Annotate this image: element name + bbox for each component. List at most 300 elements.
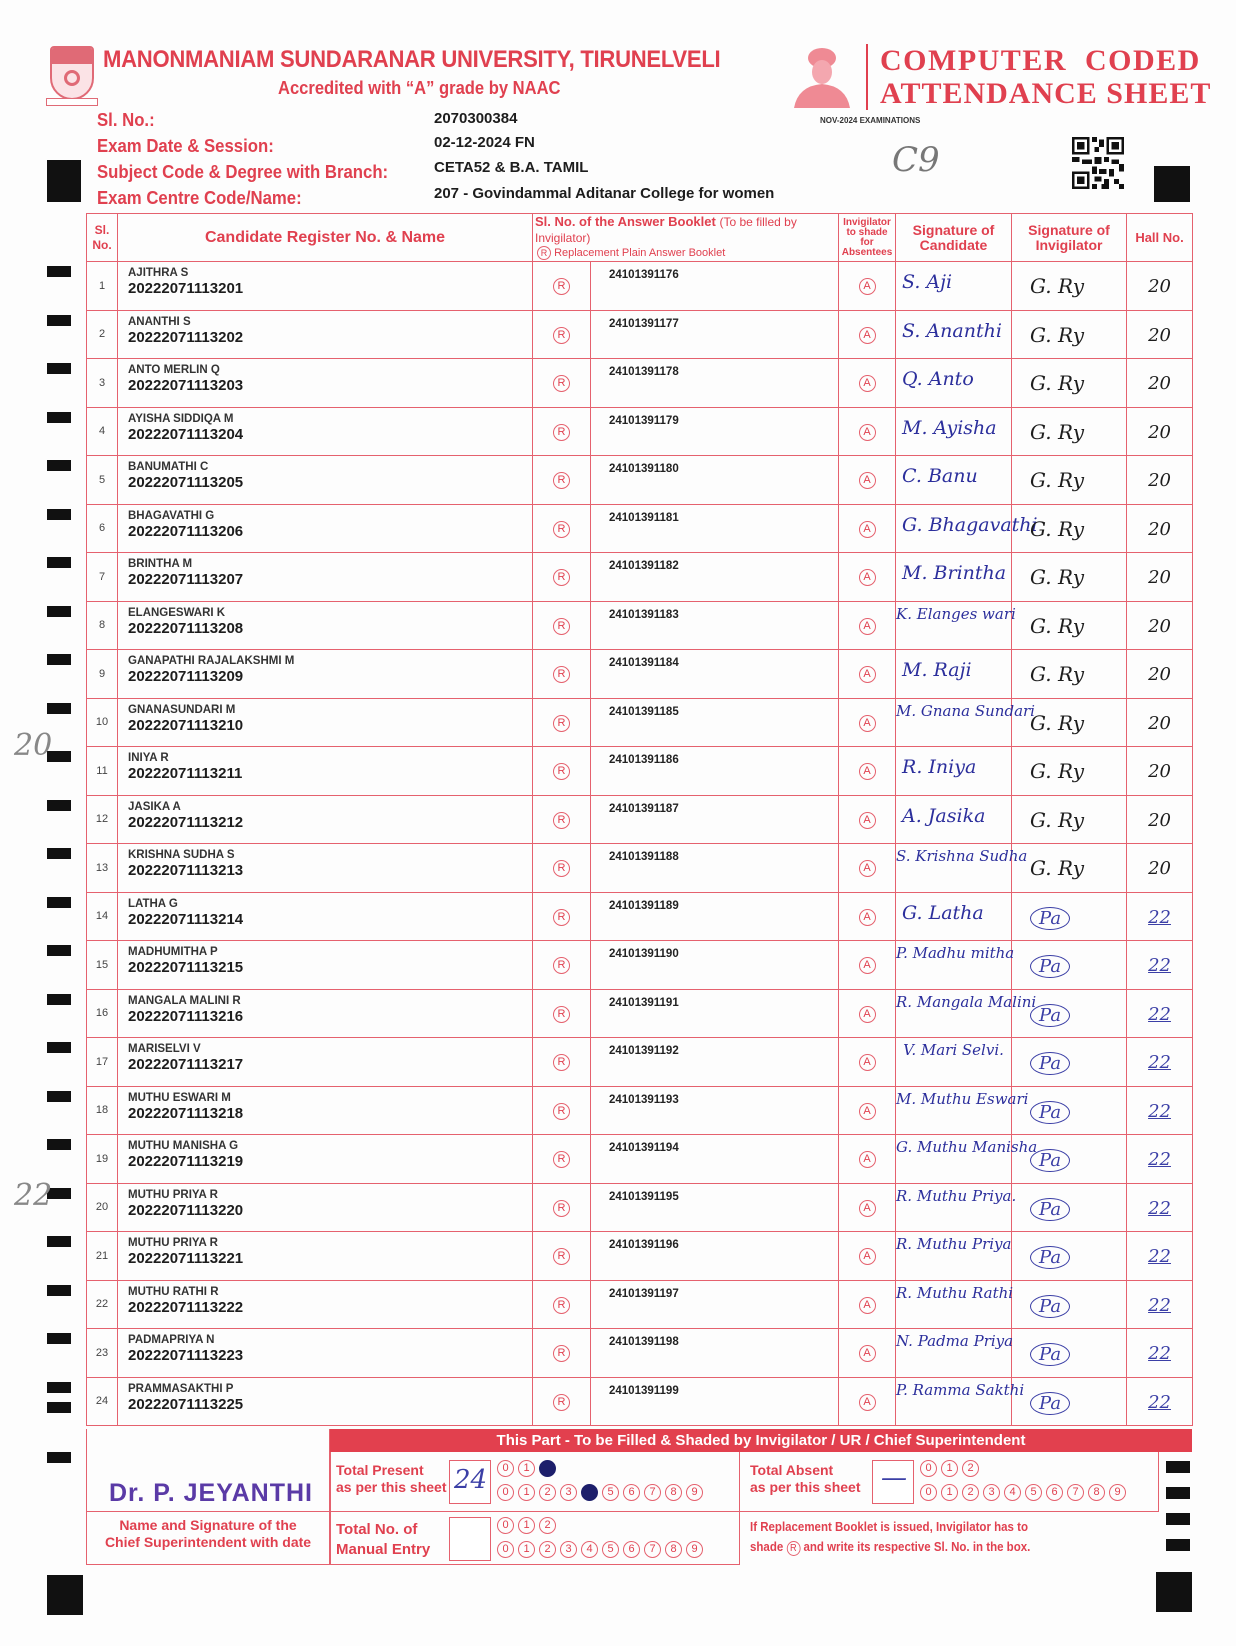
register-number: 20222071113204 xyxy=(128,425,244,443)
header-invigilator-signature: Signature of Invigilator xyxy=(1012,214,1127,262)
absent-cell xyxy=(839,1086,896,1135)
footer-band: This Part - To be Filled & Shaded by Invigilator / UR / Chief Superintendent xyxy=(330,1429,1192,1452)
candidate-cell xyxy=(118,504,533,553)
hall-number-cell xyxy=(1127,1377,1193,1426)
row-sl-no: 21 xyxy=(87,1232,118,1281)
candidate-signature: M. Brintha xyxy=(902,562,1007,584)
table-row xyxy=(87,1377,1193,1426)
founder-portrait-icon xyxy=(790,44,854,108)
absent-cell xyxy=(839,553,896,602)
candidate-name: PADMAPRIYA N xyxy=(128,1334,215,1346)
booklet-number: 24101391192 xyxy=(591,1038,839,1087)
replacement-bubble[interactable]: R xyxy=(553,472,570,489)
timing-mark-left xyxy=(47,1139,71,1150)
candidate-signature: S. Krishna Sudha xyxy=(896,847,1028,865)
replacement-bubble[interactable]: R xyxy=(553,715,570,732)
manual-entry-units-bubble-7[interactable]: 7 xyxy=(644,1541,661,1558)
total-absent-tens-bubbles xyxy=(920,1460,979,1477)
candidate-signature-cell xyxy=(896,359,1012,408)
total-absent-units-bubble-6[interactable]: 6 xyxy=(1046,1484,1063,1501)
total-absent-units-bubble-8[interactable]: 8 xyxy=(1088,1484,1105,1501)
booklet-number: 24101391181 xyxy=(591,504,839,553)
total-present-units-bubble-5[interactable]: 5 xyxy=(602,1484,619,1501)
replacement-bubble[interactable]: R xyxy=(553,278,570,295)
invigilator-signature: Pa xyxy=(1030,1295,1070,1318)
candidate-signature-cell xyxy=(896,1232,1012,1281)
row-sl-no: 12 xyxy=(87,795,118,844)
manual-entry-units-bubble-5[interactable]: 5 xyxy=(602,1541,619,1558)
register-number: 20222071113217 xyxy=(128,1056,244,1073)
invigilator-signature: G. Ry xyxy=(1030,807,1084,832)
timing-mark-left xyxy=(47,994,71,1005)
hall-number: 22 xyxy=(1148,955,1171,976)
absent-bubble[interactable]: A xyxy=(859,1200,876,1217)
total-present-units-bubble-4[interactable] xyxy=(581,1484,598,1501)
total-absent-units-bubble-2[interactable]: 2 xyxy=(962,1484,979,1501)
sl-no-label: Sl. No.: xyxy=(97,110,155,130)
register-number: 20222071113221 xyxy=(128,1250,244,1267)
invigilator-signature-cell xyxy=(1012,1232,1127,1281)
timing-mark-left xyxy=(47,703,71,714)
absent-bubble[interactable]: A xyxy=(859,860,876,877)
candidate-cell xyxy=(118,310,533,359)
hall-number: 20 xyxy=(1148,567,1171,588)
invigilator-signature-cell xyxy=(1012,941,1127,990)
replacement-bubble[interactable]: R xyxy=(553,909,570,926)
replacement-cell xyxy=(533,359,591,408)
replacement-bubble-icon: R xyxy=(786,1541,800,1556)
absent-cell xyxy=(839,407,896,456)
candidate-signature-cell xyxy=(896,1329,1012,1378)
absent-bubble[interactable]: A xyxy=(859,521,876,538)
absent-bubble[interactable]: A xyxy=(859,763,876,780)
total-present-units-bubbles xyxy=(497,1484,703,1501)
replacement-bubble[interactable]: R xyxy=(553,1394,570,1411)
total-absent-units-bubble-4[interactable]: 4 xyxy=(1004,1484,1021,1501)
booklet-number: 24101391193 xyxy=(591,1086,839,1135)
absent-bubble[interactable]: A xyxy=(859,472,876,489)
total-absent-tens-bubble-2[interactable]: 2 xyxy=(962,1460,979,1477)
total-absent-units-bubbles xyxy=(920,1484,1126,1501)
hall-number-cell xyxy=(1127,504,1193,553)
row-sl-no: 9 xyxy=(87,650,118,699)
invigilator-signature-cell xyxy=(1012,650,1127,699)
manual-entry-units-bubble-6[interactable]: 6 xyxy=(623,1541,640,1558)
absent-bubble[interactable]: A xyxy=(859,1151,876,1168)
timing-mark-left xyxy=(47,557,71,568)
candidate-name: MUTHU PRIYA R xyxy=(128,1237,218,1249)
absent-bubble[interactable]: A xyxy=(859,666,876,683)
absent-cell xyxy=(839,504,896,553)
booklet-number: 24101391190 xyxy=(591,941,839,990)
invigilator-signature: G. Ry xyxy=(1030,565,1084,589)
replacement-bubble[interactable]: R xyxy=(553,860,570,877)
invigilator-signature-cell xyxy=(1012,456,1127,505)
table-row xyxy=(87,262,1193,311)
manual-entry-box[interactable] xyxy=(449,1517,491,1561)
booklet-number: 24101391188 xyxy=(591,844,839,893)
table-row xyxy=(87,359,1193,408)
absent-cell xyxy=(839,456,896,505)
booklet-number: 24101391199 xyxy=(591,1377,839,1426)
total-present-tens-bubble-2[interactable] xyxy=(539,1460,556,1477)
booklet-number: 24101391196 xyxy=(591,1232,839,1281)
candidate-cell xyxy=(118,1135,533,1184)
total-present-units-bubble-3[interactable]: 3 xyxy=(560,1484,577,1501)
candidate-name: MARISELVI V xyxy=(128,1043,201,1055)
absent-bubble[interactable]: A xyxy=(859,1297,876,1314)
manual-entry-units-bubble-8[interactable]: 8 xyxy=(665,1541,682,1558)
replacement-cell xyxy=(533,941,591,990)
booklet-number: 24101391195 xyxy=(591,1183,839,1232)
replacement-bubble[interactable]: R xyxy=(553,375,570,392)
candidate-signature-cell xyxy=(896,698,1035,747)
hall-number: 20 xyxy=(1148,324,1171,346)
replacement-bubble[interactable]: R xyxy=(553,763,570,780)
absent-bubble[interactable]: A xyxy=(859,1345,876,1362)
candidate-signature-cell xyxy=(896,747,1012,796)
total-absent-units-bubble-1[interactable]: 1 xyxy=(941,1484,958,1501)
absent-bubble[interactable]: A xyxy=(859,1394,876,1411)
candidate-cell xyxy=(118,456,533,505)
booklet-number: 24101391197 xyxy=(591,1280,839,1329)
candidate-cell xyxy=(118,1232,533,1281)
manual-entry-tens-bubble-1[interactable]: 1 xyxy=(518,1517,535,1534)
register-number: 20222071113205 xyxy=(128,474,244,491)
hall-number: 20 xyxy=(1148,761,1171,782)
candidate-name: MUTHU MANISHA G xyxy=(128,1140,239,1152)
replacement-bubble[interactable]: R xyxy=(553,1297,570,1314)
candidate-signature: R. Muthu Priya. xyxy=(896,1186,1017,1205)
hall-number: 20 xyxy=(1148,615,1171,637)
manual-entry-units-bubble-1[interactable]: 1 xyxy=(518,1541,535,1558)
invigilator-signature-cell xyxy=(1012,892,1127,941)
hall-number-cell xyxy=(1127,795,1193,844)
absent-cell xyxy=(839,1038,896,1087)
manual-entry-units-bubble-4[interactable]: 4 xyxy=(581,1541,598,1558)
booklet-number: 24101391191 xyxy=(591,989,839,1038)
total-absent-units-bubble-5[interactable]: 5 xyxy=(1025,1484,1042,1501)
timing-mark-left xyxy=(47,654,71,665)
row-sl-no: 3 xyxy=(87,359,118,408)
booklet-number: 24101391182 xyxy=(591,553,839,602)
row-sl-no: 2 xyxy=(87,310,118,359)
table-row xyxy=(87,698,1193,747)
absent-bubble[interactable]: A xyxy=(859,909,876,926)
replacement-bubble[interactable]: R xyxy=(553,957,570,974)
replacement-bubble[interactable]: R xyxy=(553,1006,570,1023)
header-replacement-note: R Replacement Plain Answer Booklet xyxy=(535,246,838,261)
candidate-name: LATHA G xyxy=(128,897,178,910)
manual-entry-units-bubble-9[interactable]: 9 xyxy=(686,1541,703,1558)
table-row xyxy=(87,1183,1193,1232)
candidate-cell xyxy=(118,698,533,747)
total-present-units-bubble-2[interactable]: 2 xyxy=(539,1484,556,1501)
hall-number-cell xyxy=(1127,553,1193,602)
total-absent-units-bubble-3[interactable]: 3 xyxy=(983,1484,1000,1501)
candidate-signature: M. Raji xyxy=(902,659,972,681)
absent-bubble[interactable]: A xyxy=(859,327,876,344)
timing-mark-left xyxy=(47,363,71,374)
candidate-cell xyxy=(118,262,533,311)
subject-value: CETA52 & B.A. TAMIL xyxy=(434,159,589,176)
total-absent-tens-bubble-0[interactable]: 0 xyxy=(920,1460,937,1477)
invigilator-signature-cell xyxy=(1012,1377,1127,1426)
candidate-name: BHAGAVATHI G xyxy=(128,509,215,522)
absent-bubble[interactable]: A xyxy=(859,812,876,829)
register-number: 20222071113201 xyxy=(128,280,244,297)
invigilator-signature-cell xyxy=(1012,504,1127,553)
hall-number: 20 xyxy=(1148,470,1171,491)
hall-number: 22 xyxy=(1148,1052,1171,1073)
candidate-cell xyxy=(118,747,533,796)
attendance-table xyxy=(86,213,1193,1426)
candidate-signature: C. Banu xyxy=(902,465,978,487)
manual-entry-units-bubble-2[interactable]: 2 xyxy=(539,1541,556,1558)
absent-bubble[interactable]: A xyxy=(859,618,876,635)
timing-mark-bottom-left xyxy=(47,1575,83,1615)
replacement-bubble[interactable]: R xyxy=(553,812,570,829)
booklet-number: 24101391180 xyxy=(591,456,839,505)
manual-entry-tens-bubbles xyxy=(497,1517,556,1534)
row-sl-no: 18 xyxy=(87,1086,118,1135)
register-number: 20222071113203 xyxy=(128,377,244,394)
exam-date-value: 02-12-2024 FN xyxy=(434,134,535,151)
absent-bubble[interactable]: A xyxy=(859,375,876,392)
hall-number-cell xyxy=(1127,310,1193,359)
candidate-cell xyxy=(118,1086,533,1135)
candidate-name: AYISHA SIDDIQA M xyxy=(128,412,234,425)
total-present-units-bubble-8[interactable]: 8 xyxy=(665,1484,682,1501)
replacement-cell xyxy=(533,407,591,456)
register-number: 20222071113223 xyxy=(128,1347,244,1364)
timing-mark-top-right xyxy=(1154,166,1190,202)
candidate-cell xyxy=(118,650,533,699)
invigilator-signature-cell xyxy=(1012,747,1127,796)
replacement-bubble[interactable]: R xyxy=(553,618,570,635)
invigilator-signature: G. Ry xyxy=(1030,371,1084,395)
hall-number: 20 xyxy=(1148,373,1171,394)
total-present-units-bubble-6[interactable]: 6 xyxy=(623,1484,640,1501)
booklet-number: 24101391198 xyxy=(591,1329,839,1378)
candidate-signature: S. Ananthi xyxy=(902,319,1002,342)
hall-number-cell xyxy=(1127,941,1193,990)
row-sl-no: 13 xyxy=(87,844,118,893)
absent-bubble[interactable]: A xyxy=(859,957,876,974)
candidate-name: ANANTHI S xyxy=(128,315,191,328)
hall-number: 22 xyxy=(1148,906,1171,928)
timing-mark-left xyxy=(47,1285,71,1296)
university-name: MANONMANIAM SUNDARANAR UNIVERSITY, TIRUNELVELI xyxy=(103,46,721,73)
total-absent-units-bubble-7[interactable]: 7 xyxy=(1067,1484,1084,1501)
replacement-bubble[interactable]: R xyxy=(553,1103,570,1120)
replacement-bubble[interactable]: R xyxy=(553,1200,570,1217)
timing-mark-left xyxy=(47,1382,71,1393)
table-row xyxy=(87,504,1193,553)
candidate-cell xyxy=(118,892,533,941)
total-absent-units-bubble-0[interactable]: 0 xyxy=(920,1484,937,1501)
absent-bubble[interactable]: A xyxy=(859,715,876,732)
invigilator-signature: G. Ry xyxy=(1030,419,1084,444)
title-divider xyxy=(866,44,868,110)
hall-number-cell xyxy=(1127,601,1193,650)
manual-entry-tens-bubble-0[interactable]: 0 xyxy=(497,1517,514,1534)
replacement-bubble-icon: R xyxy=(537,246,551,260)
register-number: 20222071113218 xyxy=(128,1104,244,1122)
replacement-cell xyxy=(533,1232,591,1281)
sl-no-value: 2070300384 xyxy=(434,110,518,127)
replacement-bubble[interactable]: R xyxy=(553,521,570,538)
table-row xyxy=(87,1086,1193,1135)
invigilator-signature-cell xyxy=(1012,310,1127,359)
candidate-name: BRINTHA M xyxy=(128,558,193,570)
total-absent-box[interactable]: — xyxy=(872,1460,914,1504)
register-number: 20222071113214 xyxy=(128,910,244,928)
total-absent-units-bubble-9[interactable]: 9 xyxy=(1109,1484,1126,1501)
total-present-tens-bubbles xyxy=(497,1460,556,1477)
replacement-cell xyxy=(533,795,591,844)
booklet-number: 24101391184 xyxy=(591,650,839,699)
row-sl-no: 16 xyxy=(87,989,118,1038)
timing-mark-bottom-right xyxy=(1156,1572,1192,1612)
manual-entry-units-bubble-3[interactable]: 3 xyxy=(560,1541,577,1558)
replacement-cell xyxy=(533,892,591,941)
invigilator-signature-cell xyxy=(1012,989,1127,1038)
header-hall-no: Hall No. xyxy=(1127,214,1193,262)
hall-number: 20 xyxy=(1148,858,1171,879)
total-present-units-bubble-7[interactable]: 7 xyxy=(644,1484,661,1501)
university-logo xyxy=(50,46,94,100)
candidate-name: GANAPATHI RAJALAKSHMI M xyxy=(128,655,295,667)
replacement-cell xyxy=(533,1280,591,1329)
hall-number: 22 xyxy=(1148,1149,1171,1170)
candidate-signature: V. Mari Selvi. xyxy=(903,1041,1004,1059)
row-sl-no: 22 xyxy=(87,1280,118,1329)
hall-number: 22 xyxy=(1148,1197,1171,1219)
replacement-bubble[interactable]: R xyxy=(553,1054,570,1071)
candidate-signature: G. Muthu Manisha xyxy=(896,1138,1038,1156)
total-present-tens-bubble-1[interactable]: 1 xyxy=(518,1460,535,1477)
candidate-signature-cell xyxy=(896,310,1012,359)
candidate-name: KRISHNA SUDHA S xyxy=(128,849,235,861)
absent-cell xyxy=(839,892,896,941)
candidate-signature-cell xyxy=(896,1038,1012,1087)
candidate-signature-cell xyxy=(896,1280,1012,1329)
invigilator-signature-cell xyxy=(1012,262,1127,311)
row-sl-no: 15 xyxy=(87,941,118,990)
replacement-cell xyxy=(533,553,591,602)
total-present-units-bubble-1[interactable]: 1 xyxy=(518,1484,535,1501)
booklet-number: 24101391179 xyxy=(591,407,839,456)
manual-entry-units-bubble-0[interactable]: 0 xyxy=(497,1541,514,1558)
row-sl-no: 19 xyxy=(87,1135,118,1184)
absent-bubble[interactable]: A xyxy=(859,1103,876,1120)
booklet-number: 24101391176 xyxy=(591,262,839,311)
replacement-cell xyxy=(533,698,591,747)
total-present-units-bubble-9[interactable]: 9 xyxy=(686,1484,703,1501)
replacement-bubble[interactable]: R xyxy=(553,327,570,344)
replacement-bubble[interactable]: R xyxy=(553,1151,570,1168)
absent-cell xyxy=(839,1329,896,1378)
candidate-signature: R. Muthu Priya xyxy=(896,1235,1012,1253)
total-present-tens-bubble-0[interactable]: 0 xyxy=(497,1460,514,1477)
row-sl-no: 23 xyxy=(87,1329,118,1378)
hall-number-cell xyxy=(1127,407,1193,456)
timing-mark-left xyxy=(47,1333,71,1344)
invigilator-signature: G. Ry xyxy=(1030,613,1084,638)
replacement-cell xyxy=(533,1183,591,1232)
hall-number: 22 xyxy=(1148,1246,1171,1267)
hall-number: 20 xyxy=(1148,712,1171,734)
candidate-signature-cell xyxy=(896,1183,1017,1232)
hall-number-cell xyxy=(1127,1280,1193,1329)
absent-bubble[interactable]: A xyxy=(859,1006,876,1023)
total-absent-tens-bubble-1[interactable]: 1 xyxy=(941,1460,958,1477)
hall-number: 20 xyxy=(1148,276,1171,297)
register-number: 20222071113206 xyxy=(128,522,244,540)
candidate-cell xyxy=(118,407,533,456)
replacement-bubble[interactable]: R xyxy=(553,1345,570,1362)
candidate-name: MUTHU RATHI R xyxy=(128,1285,219,1298)
candidate-cell xyxy=(118,941,533,990)
hall-number-cell xyxy=(1127,1135,1193,1184)
timing-mark-left xyxy=(47,606,71,617)
candidate-cell xyxy=(118,553,533,602)
replacement-bubble[interactable]: R xyxy=(553,569,570,586)
absent-cell xyxy=(839,1183,896,1232)
candidate-cell xyxy=(118,601,533,650)
invigilator-signature: G. Ry xyxy=(1030,856,1084,880)
hall-number: 20 xyxy=(1148,518,1171,540)
total-present-units-bubble-0[interactable]: 0 xyxy=(497,1484,514,1501)
manual-entry-tens-bubble-2[interactable]: 2 xyxy=(539,1517,556,1534)
absent-bubble[interactable]: A xyxy=(859,1054,876,1071)
replacement-bubble[interactable]: R xyxy=(553,424,570,441)
invigilator-signature-cell xyxy=(1012,407,1127,456)
absent-cell xyxy=(839,941,896,990)
timing-mark-left xyxy=(47,412,71,423)
invigilator-signature: Pa xyxy=(1030,1198,1070,1221)
candidate-cell xyxy=(118,795,533,844)
invigilator-signature: Pa xyxy=(1030,955,1070,978)
replacement-bubble[interactable]: R xyxy=(553,666,570,683)
absent-bubble[interactable]: A xyxy=(859,278,876,295)
invigilator-signature: G. Ry xyxy=(1030,710,1084,735)
absent-bubble[interactable]: A xyxy=(859,569,876,586)
absent-bubble[interactable]: A xyxy=(859,424,876,441)
table-row xyxy=(87,310,1193,359)
replacement-cell xyxy=(533,747,591,796)
candidate-name: MUTHU ESWARI M xyxy=(128,1091,231,1104)
candidate-signature: P. Madhu mitha xyxy=(896,944,1015,962)
replacement-bubble[interactable]: R xyxy=(553,1248,570,1265)
invigilator-signature: Pa xyxy=(1030,1392,1070,1415)
total-present-label: Total Present as per this sheet xyxy=(336,1462,447,1495)
register-number: 20222071113220 xyxy=(128,1201,244,1219)
total-present-box[interactable]: 24 xyxy=(449,1460,491,1504)
invigilator-signature: Pa xyxy=(1030,1101,1070,1124)
header-candidate: Candidate Register No. & Name xyxy=(118,214,533,262)
hall-number-cell xyxy=(1127,892,1193,941)
hall-number-cell xyxy=(1127,844,1193,893)
absent-bubble[interactable]: A xyxy=(859,1248,876,1265)
hall-number: 22 xyxy=(1148,1100,1171,1122)
replacement-cell xyxy=(533,1086,591,1135)
row-sl-no: 24 xyxy=(87,1377,118,1426)
candidate-signature: R. Mangala Malini xyxy=(896,992,1037,1011)
invigilator-signature: Pa xyxy=(1030,1343,1070,1366)
timing-mark-left xyxy=(47,509,71,520)
